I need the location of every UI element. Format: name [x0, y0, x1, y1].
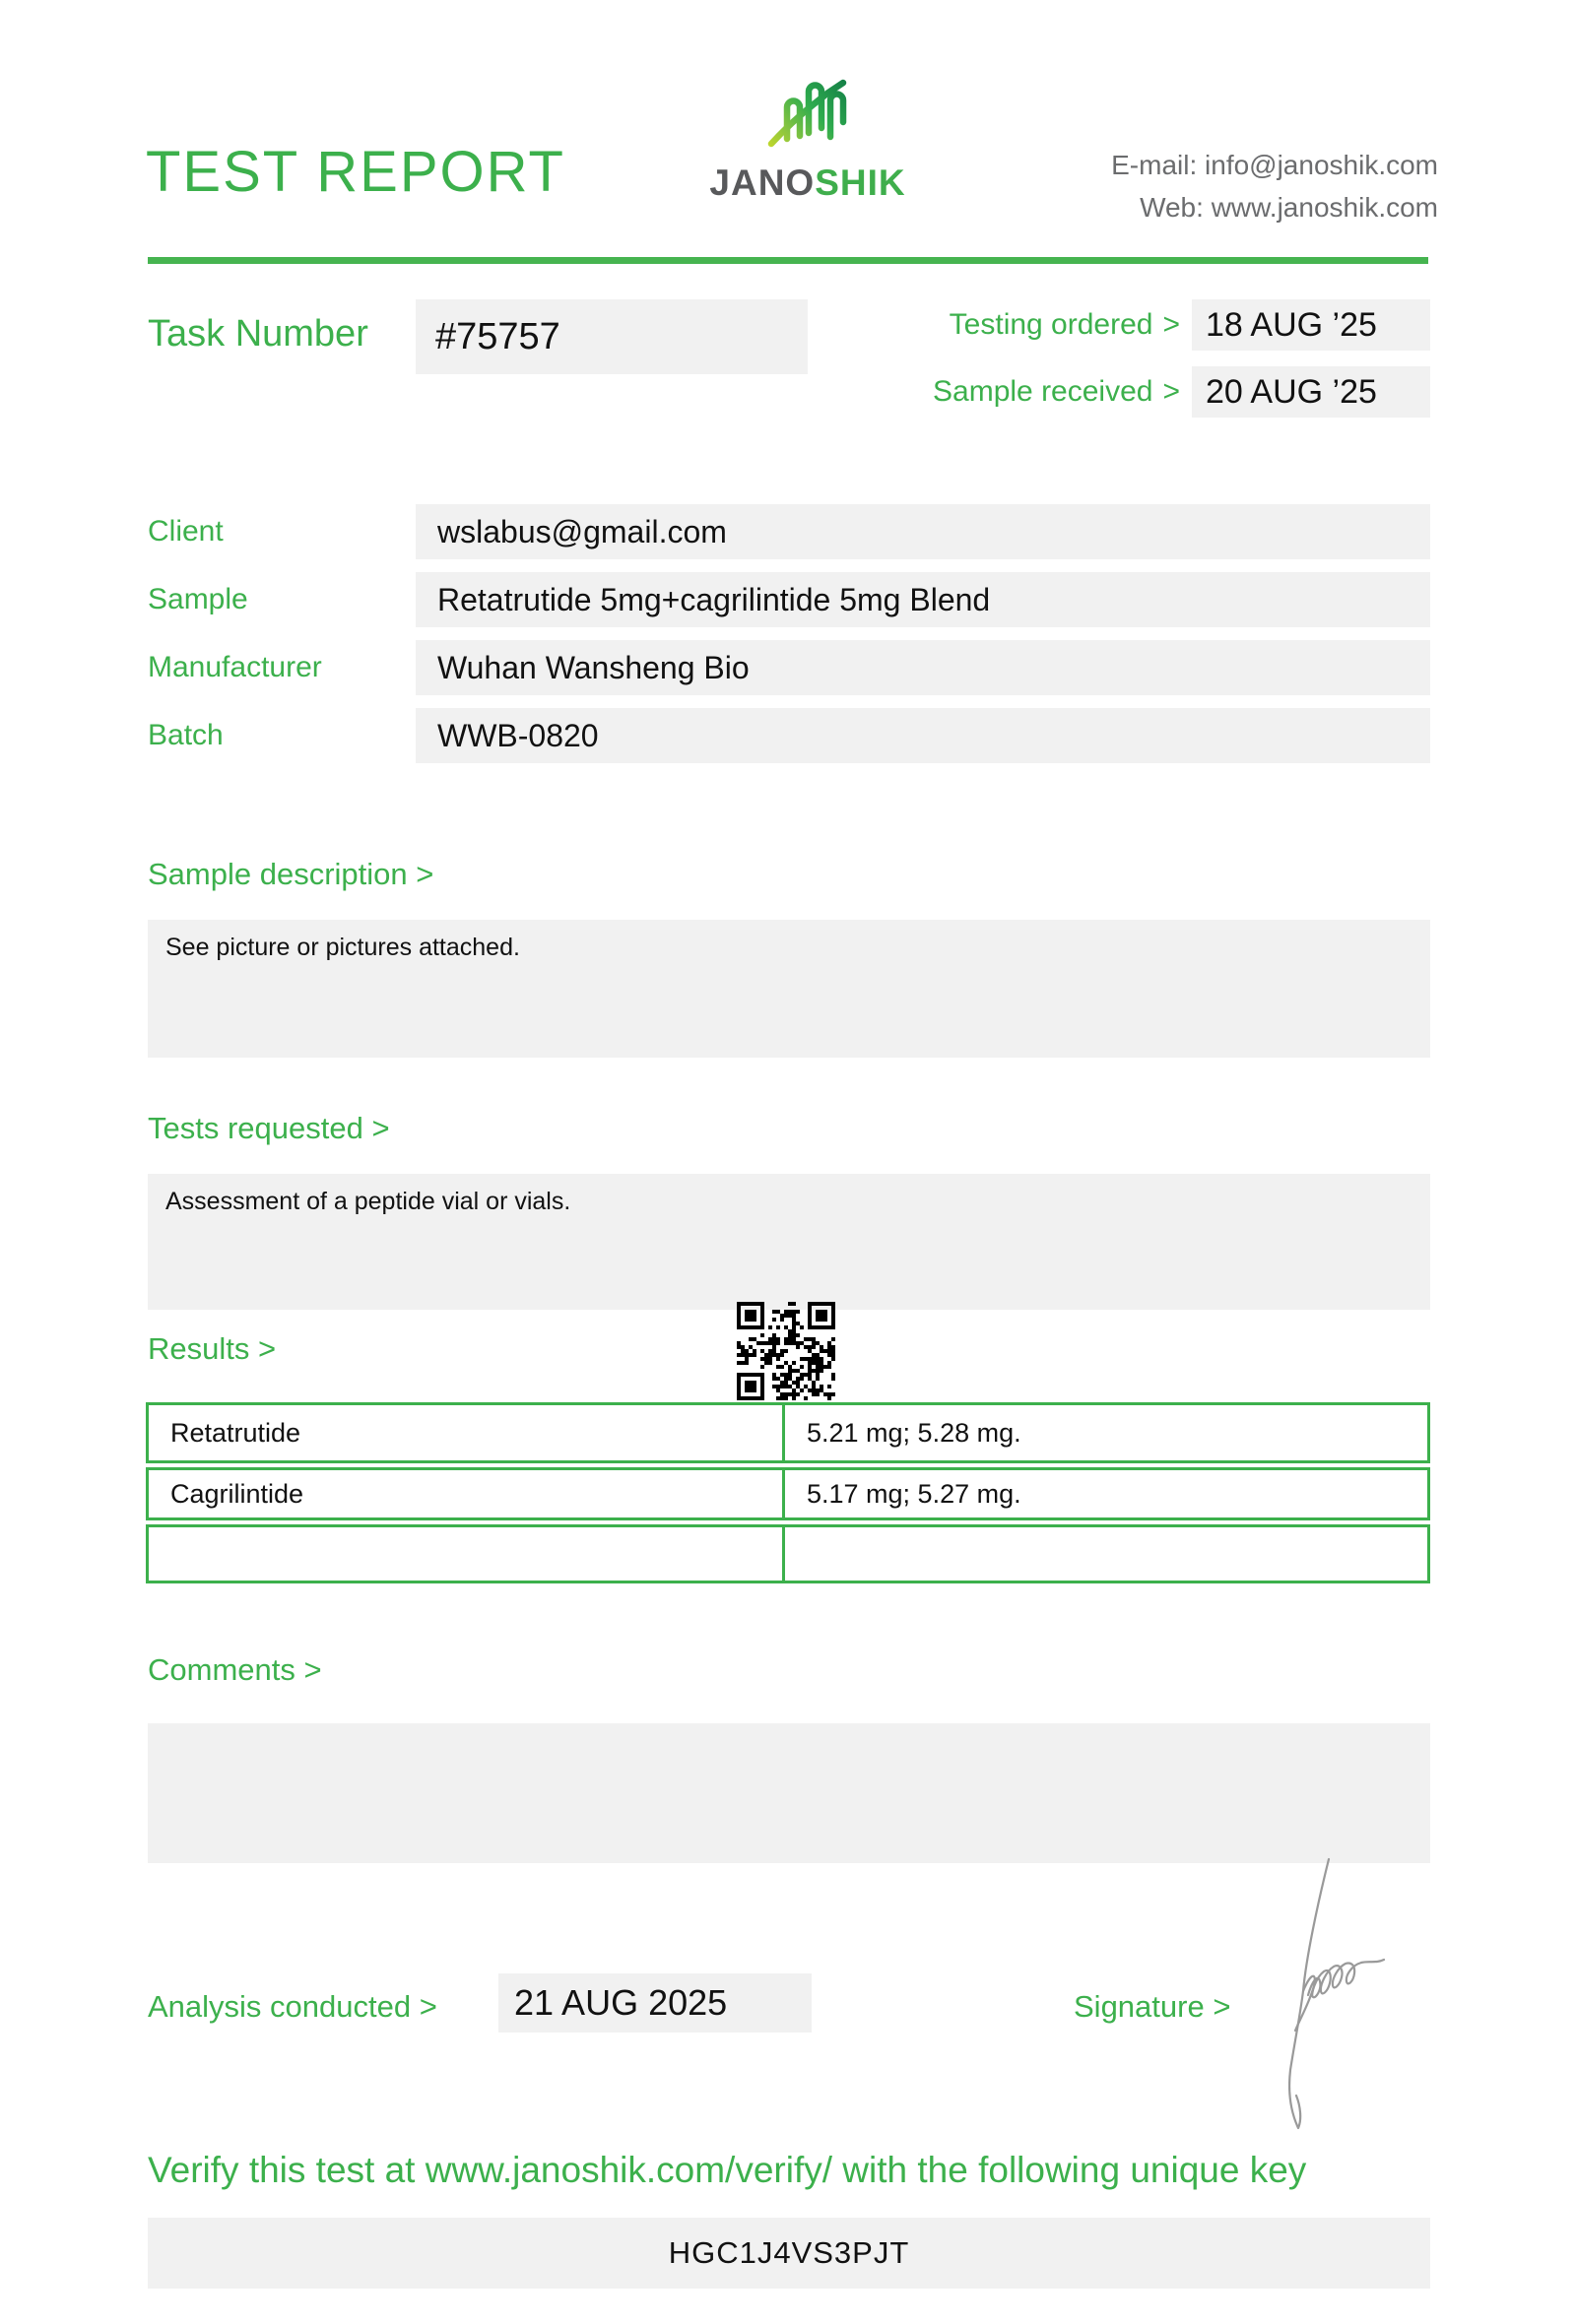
- table-row: [146, 1402, 1430, 1463]
- testing-ordered-box: [1192, 299, 1430, 351]
- results-table: [146, 1402, 1430, 1587]
- analyte-cell: Retatrutide: [149, 1405, 785, 1460]
- verify-instruction: Verify this test at www.janoshik.com/verify/ with the following unique key: [148, 2150, 1307, 2190]
- testing-ordered-value: 18 AUG ’25: [1206, 306, 1377, 344]
- analysis-date-value: 21 AUG 2025: [514, 1982, 728, 2023]
- qr-code: [737, 1302, 835, 1400]
- result-cell: 5.21 mg; 5.28 mg.: [807, 1417, 1021, 1448]
- analysis-conducted-label: Analysis conducted >: [148, 1989, 437, 2024]
- tests-requested-text: Assessment of a peptide vial or vials.: [165, 1188, 571, 1215]
- chart-growth-icon: [763, 145, 852, 161]
- client-value: wslabus@gmail.com: [437, 514, 727, 549]
- analyte-cell: [149, 1527, 785, 1581]
- sample-received-row: [886, 366, 1430, 418]
- manufacturer-box: [416, 640, 1430, 695]
- sample-description-box: [148, 920, 1430, 1058]
- signature: [1273, 1851, 1401, 2152]
- task-number-label: Task Number: [148, 313, 368, 355]
- batch-label: Batch: [148, 719, 224, 751]
- task-number-box: [416, 299, 808, 374]
- sample-received-label: Sample received: [933, 375, 1153, 408]
- info-block: [148, 504, 1430, 776]
- batch-box: [416, 708, 1430, 763]
- arrow-glyph: >: [1162, 308, 1180, 341]
- sample-box: [416, 572, 1430, 627]
- testing-ordered-row: [886, 299, 1430, 351]
- tests-requested-heading: Tests requested >: [148, 1111, 390, 1145]
- arrow-glyph: >: [1162, 375, 1180, 408]
- signature-label: Signature >: [1074, 1989, 1231, 2024]
- contact-web: Web: www.janoshik.com: [1140, 192, 1438, 224]
- manufacturer-row: [148, 640, 1430, 695]
- comments-heading: Comments >: [148, 1652, 322, 1687]
- brand-shik: SHIK: [815, 162, 906, 203]
- verify-key-value: HGC1J4VS3PJT: [668, 2235, 910, 2270]
- analysis-date-box: [498, 1973, 812, 2033]
- manufacturer-value: Wuhan Wansheng Bio: [437, 650, 750, 685]
- dates-block: [886, 299, 1430, 433]
- manufacturer-label: Manufacturer: [148, 651, 322, 683]
- client-label: Client: [148, 515, 224, 548]
- header-divider: [148, 257, 1428, 264]
- contact-block: [1111, 144, 1438, 229]
- page-title: TEST REPORT: [146, 140, 565, 204]
- verify-key-box: [148, 2218, 1430, 2289]
- task-number-value: #75757: [435, 316, 560, 357]
- table-row: [146, 1467, 1430, 1520]
- comments-box: [148, 1723, 1430, 1863]
- batch-row: [148, 708, 1430, 763]
- sample-label: Sample: [148, 583, 248, 615]
- sample-row: [148, 572, 1430, 627]
- result-cell: [785, 1527, 1427, 1581]
- client-row: [148, 504, 1430, 559]
- batch-value: WWB-0820: [437, 718, 599, 753]
- table-row: [146, 1524, 1430, 1583]
- client-box: [416, 504, 1430, 559]
- analyte-cell: Cagrilintide: [149, 1470, 785, 1517]
- contact-email: E-mail: info@janoshik.com: [1111, 150, 1438, 180]
- comments-text: [148, 1723, 1430, 1751]
- results-heading: Results >: [148, 1331, 277, 1366]
- sample-description-heading: Sample description >: [148, 857, 434, 891]
- result-cell: 5.17 mg; 5.27 mg.: [807, 1478, 1021, 1509]
- brand-jano: JANO: [709, 162, 816, 203]
- brand-wordmark: [690, 164, 926, 201]
- testing-ordered-label: Testing ordered: [949, 308, 1153, 341]
- sample-description-text: See picture or pictures attached.: [165, 934, 520, 961]
- tests-requested-box: [148, 1174, 1430, 1310]
- sample-value: Retatrutide 5mg+cagrilintide 5mg Blend: [437, 582, 991, 617]
- sample-received-box: [1192, 366, 1430, 418]
- sample-received-value: 20 AUG ’25: [1206, 373, 1377, 411]
- brand-logo: [690, 79, 926, 201]
